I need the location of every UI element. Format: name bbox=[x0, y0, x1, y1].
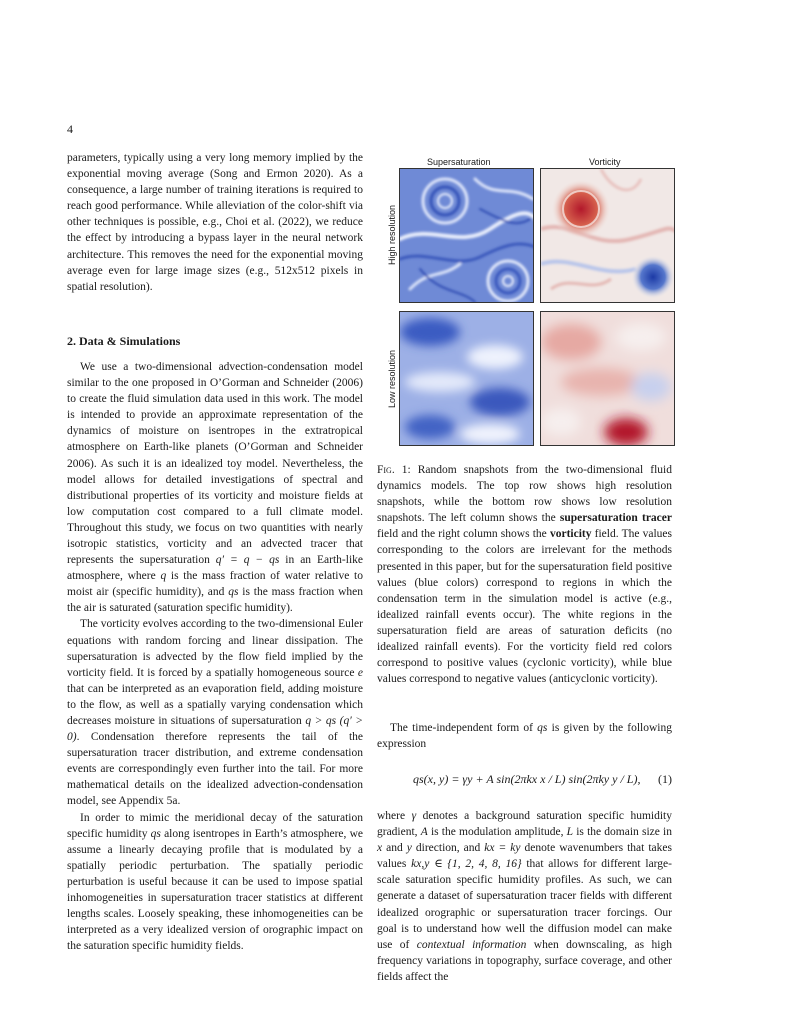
text-run: that can be interpreted as an evaporation field, adding moisture to the flow, as well as a spatially varying condensation which decreases moisture in situations of supersaturation bbox=[67, 682, 363, 727]
panel-lowres-supersaturation bbox=[399, 311, 534, 446]
text-run: The vorticity evolves according to the two-dimensional Euler equations with random forcing and linear dissipation. The supersaturation is advected by the flow field implied by the vorticity field. It is forced by a spatially homogeneous source bbox=[67, 618, 363, 679]
text-run: denotes a background saturation specific humidity gradient, bbox=[377, 810, 672, 839]
section-title: 2. Data & Simulations bbox=[67, 333, 181, 348]
text-run: Random snapshots from the two-dimensional fluid dynamics models. The top row shows high resolution snapshots, while the bottom row shows low resolution snapshots. The left column shows the bbox=[377, 464, 672, 525]
row-label-low-resolution: Low resolution bbox=[387, 349, 397, 408]
math-inline: A bbox=[420, 826, 428, 839]
equation-body: qs(x, y) = γy + A sin(2πkx x / L) sin(2πky y / L), bbox=[413, 772, 641, 786]
math-inline: q bbox=[160, 570, 167, 583]
math-inline: q′ = q − qs bbox=[215, 554, 280, 567]
text-run: In order to mimic the meridional decay of the saturation specific humidity bbox=[67, 811, 363, 840]
page-number: 4 bbox=[67, 122, 73, 136]
text-run: . Condensation therefore represents the tail of the supersaturation tracer distribution, and extreme condensation events are correspondingly even further into the tail. For more mathematical details on the idealized advection-condensation model, see Appendix 5a. bbox=[67, 731, 363, 808]
math-inline: e bbox=[357, 666, 363, 679]
math-inline: kx = ky bbox=[484, 842, 521, 855]
text-bold: vorticity bbox=[549, 528, 592, 541]
left-column bbox=[67, 150, 363, 954]
math-inline: γ bbox=[411, 810, 417, 822]
text-run: direction, and bbox=[411, 842, 485, 855]
math-inline: q > qs (q′ > 0) bbox=[67, 715, 363, 744]
figure-snapshots bbox=[381, 152, 675, 447]
text-run: We use a two-dimensional advection-condensation model similar to the one proposed in O’Gorman and Schneider (2006) to create the fluid simulation data used in this work. The model is intended to provide an approximate representation of the dynamics of moisture on isentropes in the extratropical atmosphere on Earth-like planets (O’Gorman and Schneider 2006). As such it is an idealized toy model. Nevertheless, the model allows for detailed investigations of spectral and distributional properties of its vorticity and moisture fields at low computation cost compared to a full climate model. Throughout this study, we focus on two quantities with nearly isotropic statistics, vorticity and an advected tracer that represents the supersaturation bbox=[67, 360, 363, 567]
math-inline: qs bbox=[228, 586, 239, 599]
text-bold: supersaturation tracer bbox=[559, 512, 672, 525]
panel-lowres-vorticity bbox=[540, 311, 675, 446]
column-title-vorticity: Vorticity bbox=[589, 157, 621, 167]
math-inline: x bbox=[377, 842, 383, 855]
equation-number: (1) bbox=[658, 772, 672, 786]
paragraph-vorticity bbox=[67, 616, 363, 809]
text-run: The time-independent form of bbox=[390, 722, 538, 734]
text-run: in an Earth-like atmosphere, where bbox=[67, 554, 363, 583]
math-inline: L bbox=[566, 826, 574, 839]
intro-paragraph: parameters, typically using a very long memory implied by the exponential moving average (Song and Ermon 2020). As a consequence, a large number of training iterations is required to reach good performance. While alleviation of the color-shift via other techniques is possible, e.g., Choi et al. (2022), we reduce the effect by introducing a bypass layer in the neural network architecture. This removes the need for the exponential moving average even for large image sizes (e.g., 512x512 pixels in spatial resolution). bbox=[67, 152, 363, 293]
text-run: is given by the following expression bbox=[377, 722, 672, 751]
math-inline: kx,y ∈ {1, 2, 4, 8, 16} bbox=[411, 858, 522, 871]
figure-caption bbox=[377, 462, 672, 687]
text-italic: contextual information bbox=[416, 938, 527, 951]
paragraph-qs-intro bbox=[377, 720, 672, 752]
text-run: field and the right column shows the bbox=[377, 528, 550, 541]
paragraph-saturation bbox=[67, 810, 363, 955]
text-run: denote wavenumbers that takes values bbox=[377, 842, 672, 871]
row-label-high-resolution: High resolution bbox=[387, 204, 397, 265]
text-run: and bbox=[382, 842, 407, 855]
math-inline: qs bbox=[537, 722, 548, 734]
text-run: along isentropes in Earth’s atmosphere, we assume a linearly decaying profile that is modulated by a spatially periodic perturbation. The spatially periodic perturbation is useful because it can be used to impose spatial inhomogeneities in supersaturation tracer statistics at different lengths scales. Loosely speaking, these inhomogeneities can be interpreted as a very idealized version of orographic impact on the saturation specific humidity fields. bbox=[67, 827, 363, 953]
text-run: is the modulation amplitude, bbox=[427, 826, 567, 839]
text-run: is the mass fraction of water relative to moist air (specific humidity), and bbox=[67, 570, 363, 599]
math-inline: y bbox=[406, 842, 412, 855]
panel-highres-vorticity bbox=[540, 168, 675, 303]
paragraph-model bbox=[67, 359, 363, 617]
text-run: when downscaling, as high frequency variations in topography, surface coverage, and other fields affect the bbox=[377, 938, 672, 983]
math-inline: qs bbox=[150, 827, 161, 840]
figure-label: Fig. 1: bbox=[377, 464, 411, 476]
paragraph-qs-definition bbox=[377, 808, 672, 985]
text-run: that allows for different large-scale saturation specific humidity profiles. As such, we can generate a dataset of supersaturation tracer fields with different idealized orographic or supersaturation tracer forcings. Our goal is to understand how well the diffusion model can make use of bbox=[377, 858, 672, 951]
text-run: is the mass fraction when the air is saturated (saturation specific humidity). bbox=[67, 586, 363, 615]
text-run: is the domain size in bbox=[573, 826, 672, 839]
panel-highres-supersaturation bbox=[399, 168, 534, 303]
equation-1 bbox=[377, 760, 672, 804]
column-title-supersaturation: Supersaturation bbox=[427, 157, 491, 167]
text-run: where bbox=[377, 810, 412, 822]
text-run: field. The values corresponding to the colors are irrelevant for the methods presented in this paper, but for the supersaturation field positive values (blue colors) correspond to regions in which the condensation term in the simulation model is active (e.g., idealized rainfall events occur). The white regions in the supersaturation field are areas of saturation deficits (no idealized rainfall events). For the vorticity field red colors correspond to positive values (cyclonic vorticity), while blue values correspond to negative values (anticyclonic vorticity). bbox=[377, 528, 673, 686]
